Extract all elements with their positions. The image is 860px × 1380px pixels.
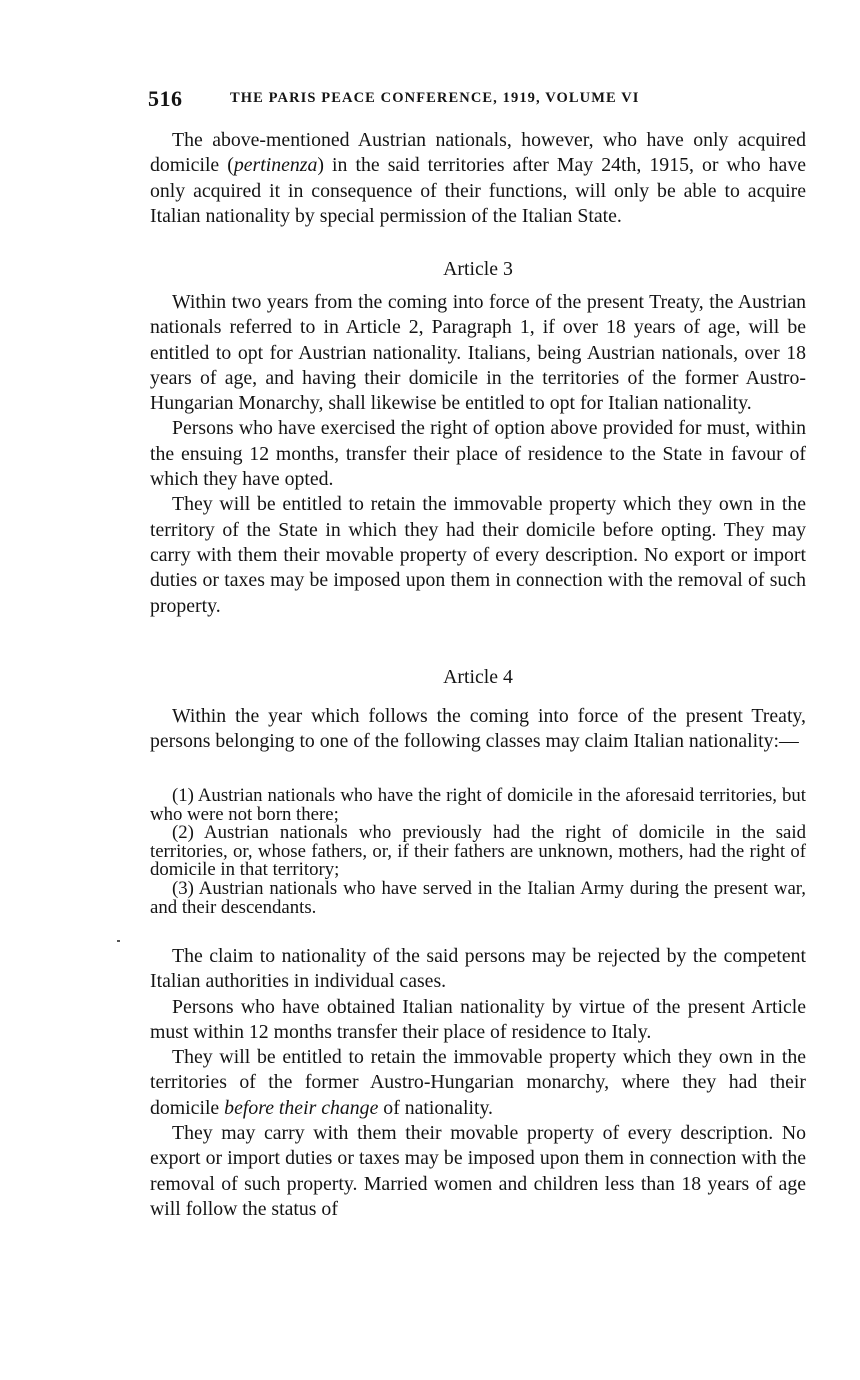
claim-classes-list <box>150 787 806 917</box>
article-3-body <box>150 290 806 619</box>
article-4-body <box>150 944 806 1222</box>
text-run: of nationality. <box>378 1096 493 1119</box>
article-4-intro <box>150 704 806 755</box>
paragraph: Persons who have obtained Italian nationality by virtue of the present Article must within 12 months transfer their place of residence to Italy. <box>150 995 806 1043</box>
list-item: (1) Austrian nationals who have the right of domicile in the aforesaid territories, but who were not born there; <box>150 785 806 825</box>
paragraph: The claim to nationality of the said persons may be rejected by the competent Italian authorities in individual cases. <box>150 945 806 993</box>
text-run: The above-mentioned Austrian nationals, however, who have only acquired domicile ( <box>150 129 806 177</box>
paragraph: They will be entitled to retain the immovable property which they own in the territory of the State in which they had their domicile before opting. They may carry with them their movable property of every description. No export or import duties or taxes may be imposed upon them in connection with the removal of such property. <box>150 493 806 617</box>
page-header <box>148 86 808 112</box>
paragraph <box>150 1045 806 1121</box>
paragraph: Within two years from the coming into force of the present Treaty, the Austrian nationals referred to in Article 2, Paragraph 1, if over 18 years of age, will be entitled to opt for Austrian nationality. Italians, being Austrian nationals, over 18 years of age, and having their domicile in the territories of the former Austro-Hungarian Monarchy, shall likewise be entitled to opt for Italian nationality. <box>150 291 806 415</box>
list-item: (3) Austrian nationals who have served in the Italian Army during the present war, and their descendants. <box>150 877 806 918</box>
paragraph <box>150 128 806 229</box>
italic-term: pertinenza <box>233 154 318 177</box>
running-head: THE PARIS PEACE CONFERENCE, 1919, VOLUME VI <box>230 90 640 106</box>
text-run: ) in the said territories after May 24th, 1915, or who have only acquired it in consequence of their functions, will only be able to acquire Italian nationality by special permission of the Italian State. <box>150 154 807 227</box>
list-item: (2) Austrian nationals who previously had the right of domicile in the said territories, or, whose fathers, or, if their fathers are unknown, mothers, had the right of domicile in that territory; <box>150 822 806 881</box>
page-number: 516 <box>148 86 183 111</box>
continuation-paragraph <box>150 128 806 229</box>
italic-phrase: before their change <box>224 1096 379 1119</box>
text-run: They will be entitled to retain the immovable property which they own in the territories of the former Austro-Hungarian monarchy, where they had their domicile <box>150 1046 806 1119</box>
paragraph: They may carry with them their movable property of every description. No export or import duties or taxes may be imposed upon them in connection with the removal of such property. Married women and children less than 18 years of age will follow the status of <box>150 1122 806 1220</box>
paragraph: Persons who have exercised the right of option above provided for must, within the ensuing 12 months, transfer their place of residence to the State in favour of which they have opted. <box>150 417 806 491</box>
article-3-heading: Article 3 <box>443 258 513 280</box>
article-4-heading: Article 4 <box>443 666 513 688</box>
margin-mark <box>117 940 120 942</box>
paragraph: Within the year which follows the coming into force of the present Treaty, persons belonging to one of the following classes may claim Italian nationality:— <box>150 705 806 753</box>
